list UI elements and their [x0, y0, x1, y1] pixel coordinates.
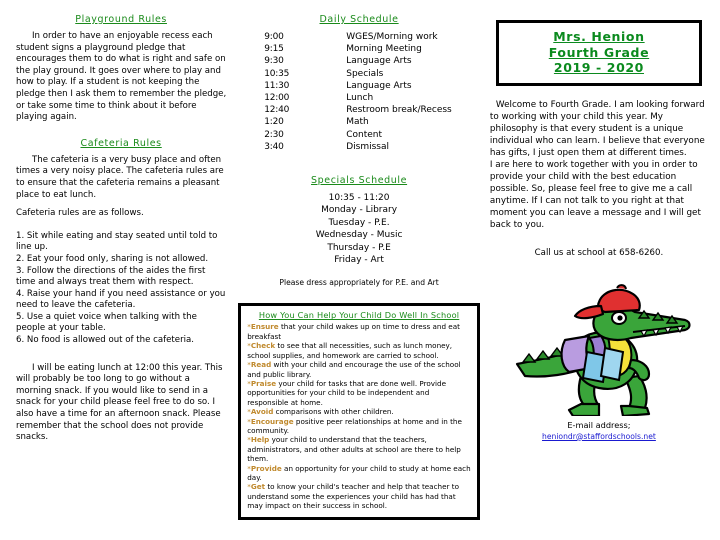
list-item: 4. Raise your hand if you need assistance or you need to leave the cafeteria. [16, 288, 226, 311]
lunch-snack-note: I will be eating lunch at 12:00 this year. This will probably be too long to go without a morning snack. If you would like to send in a snack for your child please feel free to do so. I also have a time for an afternoon snack. Please remember that the school does not provide snacks. [16, 362, 223, 443]
teacher-name: Mrs. Henion [553, 29, 645, 44]
table-row [238, 116, 452, 128]
list-item [247, 379, 471, 407]
call-school-note: Call us at school at 658-6260. [534, 247, 664, 258]
list-item [247, 435, 471, 463]
bullet-star-icon: * [247, 482, 251, 492]
list-item: Friday - Art [334, 255, 384, 266]
schedule-activity: Morning Meeting [346, 44, 422, 55]
alligator-mascot-icon [490, 268, 708, 416]
schedule-time: 11:30 [264, 80, 290, 91]
email-block [490, 420, 708, 442]
tip-keyword: Check [250, 341, 276, 351]
list-item [247, 417, 471, 436]
table-row [238, 43, 452, 55]
spacer [16, 220, 226, 231]
tip-text: to see that all necessities, such as lunch money, school supplies, and homework are carried to school. [247, 341, 453, 360]
tip-text: your child for tasks that are done well. Provide opportunities for your child to be independent and responsible at home. [247, 378, 447, 407]
schedule-time: 9:00 [264, 32, 284, 42]
list-item [247, 482, 471, 510]
help-tips-list [247, 322, 471, 510]
list-item: Thursday - P.E [327, 242, 391, 253]
schedule-time: 9:30 [264, 56, 284, 67]
spacer [16, 131, 226, 138]
list-item [247, 360, 471, 379]
list-item [247, 464, 471, 483]
list-item: Tuesday - P.E. [328, 217, 390, 228]
cafeteria-rules-follow-text: Cafeteria rules are as follows. [16, 208, 144, 219]
tip-text: comparisons with other children. [273, 407, 394, 417]
tip-keyword: Praise [250, 378, 277, 388]
right-column [484, 10, 714, 442]
list-item: 3. Follow the directions of the aides the first time and always treat them with respect. [16, 265, 206, 288]
specials-time-range: 10:35 - 11:20 [328, 193, 390, 204]
tip-text: an opportunity for your child to study at home each day. [247, 463, 471, 482]
tip-keyword: Encourage [250, 416, 294, 426]
bullet-star-icon: * [247, 360, 251, 370]
welcome-paragraph: Welcome to Fourth Grade. I am looking forward to working with your child this year. My philosophy is that every student is a unique individual who can learn. I believe that everyone has gifts, I just open them at different times. [489, 99, 705, 158]
list-item: 5. Use a quiet voice when talking with the people at your table. [16, 311, 197, 334]
cafeteria-rules-heading: Cafeteria Rules [80, 137, 162, 149]
daily-schedule-heading: Daily Schedule [319, 14, 399, 25]
spacer [16, 347, 226, 363]
help-your-child-box [238, 303, 480, 519]
schedule-activity: Language Arts [346, 56, 412, 67]
tip-text: to know your child's teacher and help that teacher to understand some the experiences your child has had that may impact on their success in school. [247, 482, 459, 511]
list-item [247, 322, 471, 341]
specials-schedule-heading: Specials Schedule [311, 175, 408, 187]
schedule-activity: Dismissal [346, 141, 390, 152]
tip-text: that your child wakes up on time to dress and eat breakfast [247, 322, 460, 341]
bullet-star-icon: * [247, 407, 251, 417]
tip-text: your child to understand that the teachers, administrators, and other adults at school are there to help them. [247, 435, 461, 464]
schedule-activity: Content [346, 129, 383, 140]
dress-appropriately-note: Please dress appropriately for P.E. and Art [279, 278, 439, 288]
schedule-activity: Language Arts [346, 80, 412, 91]
left-column [6, 10, 234, 451]
schedule-activity: Math [346, 117, 369, 128]
bullet-star-icon: * [247, 378, 251, 388]
tip-text: positive peer relationships at home and in the community. [247, 416, 462, 435]
schedule-time: 2:30 [264, 129, 284, 140]
spacer [238, 153, 480, 175]
tip-text: with your child and encourage the use of the school and public library. [247, 360, 461, 379]
specials-schedule-list [238, 192, 480, 266]
table-row [238, 68, 452, 80]
schedule-time: 12:00 [264, 93, 290, 104]
email-address-link[interactable]: heniondr@staffordschools.net [542, 431, 656, 441]
table-row [238, 92, 452, 104]
schedule-time: 9:15 [264, 44, 284, 55]
tip-keyword: Get [250, 482, 266, 492]
list-item: 6. No food is allowed out of the cafeteria. [16, 335, 195, 346]
list-item: 2. Eat your food only, sharing is not allowed. [16, 253, 209, 264]
tip-keyword: Avoid [250, 407, 274, 417]
grade-level: Fourth Grade [548, 44, 650, 60]
teacher-title-box [496, 20, 702, 86]
playground-rules-paragraph: In order to have an enjoyable recess each student signs a playground pledge that encourages them to do what is right and safe on the play ground. It goes over where to play and how to play. If a student is not keeping the pledge then I ask them to remember the pledge, or take some time to think about it before playing again. [16, 31, 227, 123]
middle-column [234, 10, 484, 520]
schedule-time: 3:40 [264, 141, 284, 152]
help-box-heading: How You Can Help Your Child Do Well In School [258, 310, 460, 321]
bullet-star-icon: * [247, 322, 251, 332]
daily-schedule-table [238, 31, 452, 153]
welcome-paragraph-2: I are here to work together with you in order to provide your child with the best education possible. So, please feel free to give me a call anytime. If I can not talk to you right at that moment you can leave a message and I will get back to you. [489, 159, 701, 231]
list-item [247, 407, 471, 416]
list-item: 1. Sit while eating and stay seated until told to line up. [16, 230, 218, 253]
table-row [238, 104, 452, 116]
bullet-star-icon: * [247, 416, 251, 426]
playground-rules-heading: Playground Rules [75, 14, 167, 25]
email-label: E-mail address; [567, 419, 631, 430]
school-year: 2019 - 2020 [553, 60, 644, 75]
cafeteria-intro-paragraph: The cafeteria is a very busy place and often times a very noisy place. The cafeteria rules are to ensure that the cafeteria remains a pleasant place to eat lunch. [16, 154, 224, 200]
table-row [238, 55, 452, 67]
tip-keyword: Read [250, 360, 272, 370]
list-item: Monday - Library [321, 205, 398, 216]
bullet-star-icon: * [247, 463, 251, 473]
tip-keyword: Ensure [250, 322, 279, 332]
table-row [238, 80, 452, 92]
schedule-time: 12:40 [264, 105, 290, 116]
table-row [238, 129, 452, 141]
tip-keyword: Provide [250, 463, 282, 473]
list-item: Wednesday - Music [315, 230, 403, 241]
cafeteria-rules-list [16, 231, 226, 347]
schedule-activity: WGES/Morning work [346, 32, 438, 42]
schedule-activity: Specials [346, 68, 384, 79]
table-row [238, 141, 452, 153]
schedule-activity: Restroom break/Recess [346, 105, 452, 116]
schedule-time: 10:35 [264, 68, 290, 79]
schedule-time: 1:20 [264, 117, 284, 128]
table-row [238, 31, 452, 43]
schedule-activity: Lunch [346, 93, 374, 104]
bullet-star-icon: * [247, 435, 251, 445]
tip-keyword: Help [250, 435, 270, 445]
list-item [247, 341, 471, 360]
bullet-star-icon: * [247, 341, 251, 351]
